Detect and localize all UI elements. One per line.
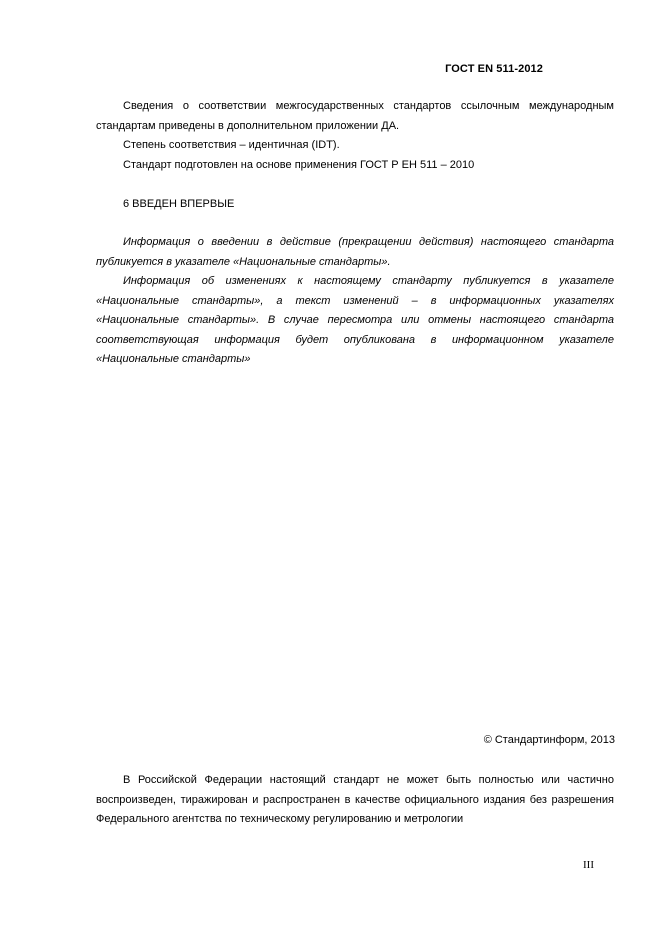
enactment-info-paragraph: Информация о введении в действие (прекращении действия) настоящего стандарта публикуется в указателе «Национальные стандарты». <box>96 236 614 268</box>
page-number: III <box>583 859 594 871</box>
section-6-heading: 6 ВВЕДЕН ВПЕРВЫЕ <box>123 198 235 210</box>
conformity-degree-paragraph: Степень соответствия – идентичная (IDT). <box>123 139 340 151</box>
amendments-info-paragraph: Информация об изменениях к настоящему стандарту публикуется в указателе «Национальные стандарты», а текст изменений – в информационных указателях «Национальные стандарты». В случае пересмотра или отмены настоящего стандарта соответствующая информация будет опубликована в информационном указателе «Национальные стандарты» <box>96 275 614 366</box>
prepared-basis-paragraph: Стандарт подготовлен на основе применения ГОСТ Р ЕН 511 – 2010 <box>123 159 475 171</box>
references-info-paragraph: Сведения о соответствии межгосударственных стандартов ссылочным международным стандартам приведены в дополнительном приложении ДА. <box>96 100 614 132</box>
standard-code-header: ГОСТ EN 511-2012 <box>445 63 543 75</box>
copyright-notice: © Стандартинформ, 2013 <box>483 734 615 746</box>
legal-notice-paragraph: В Российской Федерации настоящий стандарт не может быть полностью или частично воспроизведен, тиражирован и распространен в качестве официального издания без разрешения Федерального агентства по техническому регулированию и метрологии <box>96 774 614 826</box>
